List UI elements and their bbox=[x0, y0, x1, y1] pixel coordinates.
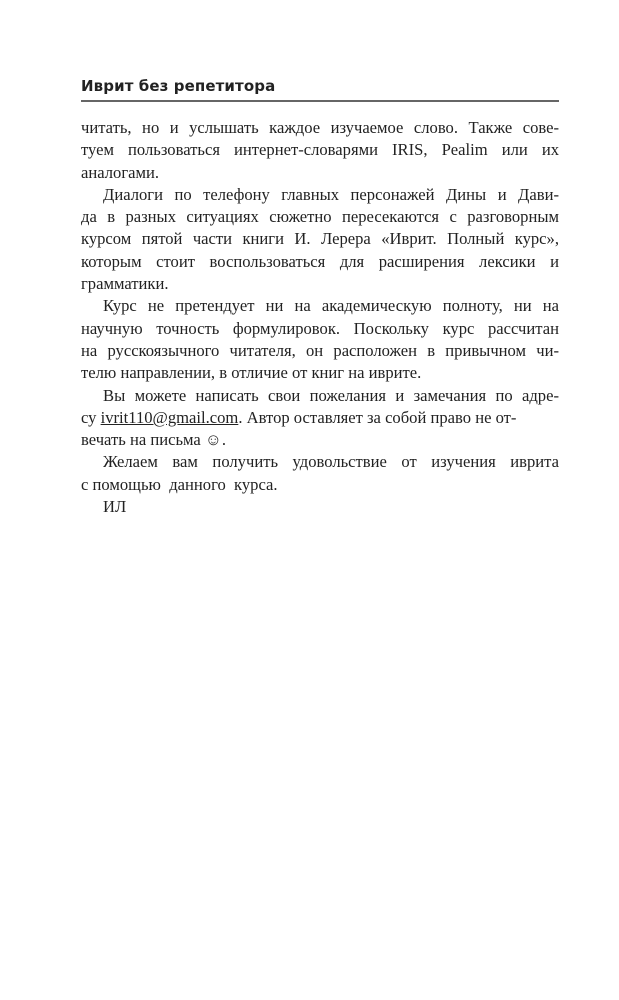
text-line: на русскоязычного читателя, он расположен в привычном чи- bbox=[81, 340, 559, 360]
text-line: которым стоит воспользоваться для расширения лексики и bbox=[81, 251, 559, 271]
text-fragment: су bbox=[81, 407, 97, 427]
author-initials: ИЛ bbox=[103, 497, 127, 517]
text-line: Курс не претендует ни на академическую полноту, ни на bbox=[103, 296, 559, 316]
text-line: телю направлении, в отличие от книг на иврите. bbox=[81, 363, 422, 383]
text-line: аналогами. bbox=[81, 162, 160, 182]
text-fragment: . Автор оставляет за собой право не от- bbox=[238, 407, 517, 427]
text-line: читать, но и услышать каждое изучаемое слово. Также сове- bbox=[81, 118, 559, 137]
header-rule bbox=[81, 100, 559, 102]
text-line bbox=[81, 407, 559, 429]
text-line: с помощью данного курса. bbox=[81, 474, 278, 494]
email-link[interactable]: ivrit110@gmail.com bbox=[100, 407, 239, 427]
text-line: научную точность формулировок. Поскольку курс рассчитан bbox=[81, 318, 559, 338]
text-line: Желаем вам получить удовольствие от изучения иврита bbox=[103, 452, 559, 472]
text-line: курсом пятой части книги И. Лерера «Иврит. Полный курс», bbox=[81, 229, 559, 249]
text-line: Диалоги по телефону главных персонажей Дины и Дави- bbox=[103, 184, 559, 204]
text-line: вечать на письма ☺. bbox=[81, 430, 227, 450]
body-text bbox=[81, 117, 559, 518]
text-line: да в разных ситуациях сюжетно пересекаются с разговорным bbox=[81, 207, 559, 227]
text-line: Вы можете написать свои пожелания и замечания по адре- bbox=[103, 385, 559, 405]
text-line: грамматики. bbox=[81, 274, 169, 294]
running-header: Иврит без репетитора bbox=[81, 77, 276, 95]
text-line: туем пользоваться интернет-словарями IRIS, Pealim или их bbox=[81, 140, 559, 160]
